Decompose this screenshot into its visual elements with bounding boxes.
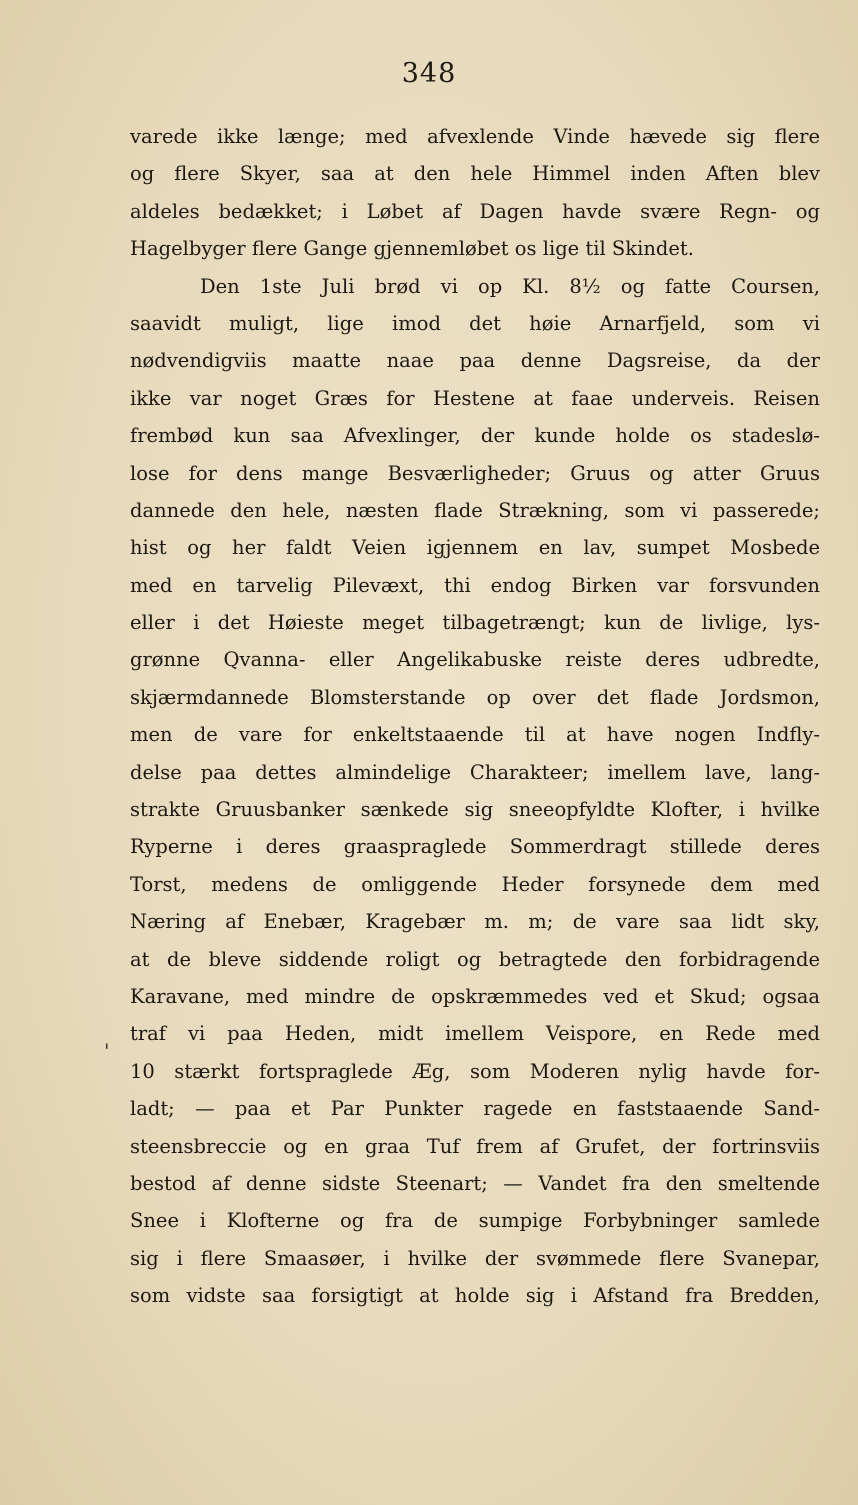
- text-line: Ryperne i deres graaspraglede Sommerdragt stillede deres: [130, 835, 820, 859]
- text-line: bestod af denne sidste Steenart; — Vandet fra den smeltende: [130, 1171, 820, 1195]
- text-line: Karavane, med mindre de opskræmmedes ved et Skud; ogsaa: [130, 984, 820, 1008]
- text-line: ladt; — paa et Par Punkter ragede en faststaaende Sand-: [130, 1097, 820, 1121]
- text-line: sig i flere Smaasøer, i hvilke der svømmede flere Svanepar,: [130, 1246, 820, 1270]
- text-line: delse paa dettes almindelige Charakteer; imellem lave, lang-: [130, 760, 820, 784]
- text-line: Torst, medens de omliggende Heder forsynede dem med: [130, 872, 820, 896]
- text-line: strakte Gruusbanker sænkede sig sneeopfyldte Klofter, i hvilke: [130, 798, 820, 822]
- text-line: Næring af Enebær, Kragebær m. m; de vare saa lidt sky,: [130, 910, 820, 934]
- text-line: ikke var noget Græs for Hestene at faae underveis. Reisen: [130, 386, 820, 410]
- text-line: saavidt muligt, lige imod det høie Arnarfjeld, som vi: [130, 311, 820, 335]
- text-line: grønne Qvanna- eller Angelikabuske reiste deres udbredte,: [130, 648, 820, 672]
- text-line: nødvendigviis maatte naae paa denne Dagsreise, da der: [130, 349, 820, 373]
- text-line: Hagelbyger flere Gange gjennemløbet os lige til Skindet.: [130, 237, 694, 261]
- text-line: Snee i Klofterne og fra de sumpige Forbybninger samlede: [130, 1209, 820, 1233]
- text-line: steensbreccie og en graa Tuf frem af Grufet, der fortrinsviis: [130, 1134, 820, 1158]
- text-line: men de vare for enkeltstaaende til at have nogen Indfly-: [130, 723, 820, 747]
- text-line: traf vi paa Heden, midt imellem Veispore, en Rede med: [130, 1022, 820, 1046]
- text-line: lose for dens mange Besværligheder; Gruus og atter Gruus: [130, 461, 820, 485]
- text-line: og flere Skyer, saa at den hele Himmel inden Aften blev: [130, 162, 820, 186]
- text-line: aldeles bedækket; i Løbet af Dagen havde svære Regn- og: [130, 199, 820, 223]
- text-line: at de bleve siddende roligt og betragtede den forbidragende: [130, 947, 820, 971]
- text-line: med en tarvelig Pilevæxt, thi endog Birken var forsvunden: [130, 573, 820, 597]
- text-line: 10 stærkt fortspraglede Æg, som Moderen nylig havde for-: [130, 1059, 820, 1083]
- text-line: varede ikke længe; med afvexlende Vinde hævede sig flere: [130, 125, 820, 148]
- body-text: [130, 118, 820, 1315]
- text-line: frembød kun saa Afvexlinger, der kunde holde os stadeslø-: [130, 424, 820, 448]
- text-line: eller i det Høieste meget tilbagetrængt; kun de livlige, lys-: [130, 611, 820, 635]
- paragraph-start-line: Den 1ste Juli brød vi op Kl. 8½ og fatte Coursen,: [200, 274, 820, 298]
- text-line: som vidste saa forsigtigt at holde sig i Afstand fra Bredden,: [130, 1284, 820, 1308]
- page-number: 348: [401, 58, 457, 89]
- margin-mark: ': [104, 1039, 110, 1063]
- text-line: hist og her faldt Veien igjennem en lav, sumpet Mosbede: [130, 536, 820, 560]
- text-line: dannede den hele, næsten flade Strækning, som vi passerede;: [130, 498, 820, 522]
- text-line: skjærmdannede Blomsterstande op over det flade Jordsmon,: [130, 685, 820, 709]
